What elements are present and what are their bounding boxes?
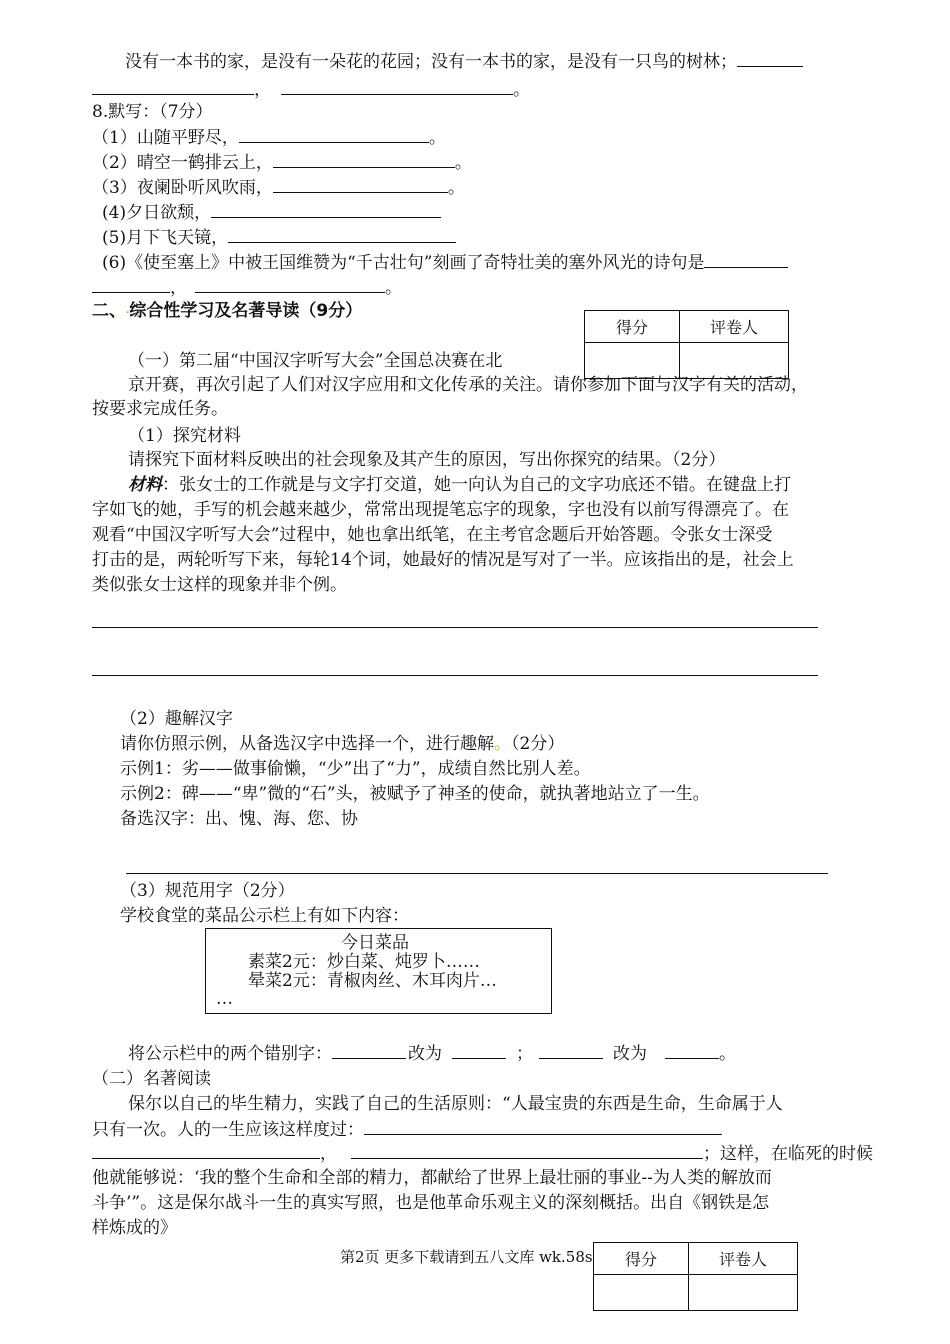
blank[interactable] xyxy=(92,78,254,95)
answer-line[interactable] xyxy=(92,627,818,628)
blank[interactable] xyxy=(737,50,803,67)
notice-title: 今日菜品 xyxy=(341,933,409,953)
material-line-1: 材料：张女士的工作就是与文字打交道，她一向认为自己的文字功底还不错。在键盘上打 xyxy=(128,475,791,495)
q8-item-5: (5)月下飞天镜， xyxy=(102,226,456,249)
score-table xyxy=(584,310,789,379)
sub-3-title: （3）规范用字（2分） xyxy=(120,881,295,901)
grader-header: 评卷人 xyxy=(680,311,789,343)
intro-line-2: ， 。 xyxy=(92,78,530,101)
novel-line-5: 斗争’”。这是保尔战斗一生的真实写照，也是他革命乐观主义的深刻概括。出自《钢铁是怎 xyxy=(92,1193,770,1213)
stray-mark: . xyxy=(126,306,130,316)
blank[interactable] xyxy=(211,201,441,218)
blank[interactable] xyxy=(273,176,448,193)
blank[interactable] xyxy=(332,1042,406,1059)
notice-line-1: 素菜2元：炒白菜、炖罗卜…… xyxy=(248,952,480,972)
blank[interactable] xyxy=(452,1042,506,1059)
q8-item-6-cont: ， 。 xyxy=(92,276,402,299)
blank[interactable] xyxy=(704,251,788,268)
q8-item-1: （1）山随平野尽， 。 xyxy=(92,128,446,148)
intro-line: 没有一本书的家，是没有一朵花的花园；没有一本书的家，是没有一只鸟的树林； xyxy=(125,50,803,73)
novel-line-1: 保尔以自己的毕生精力，实践了自己的生活原则：“人最宝贵的东西是生命，生命属于人 xyxy=(128,1094,783,1114)
page-footer: 第2页 更多下载请到五八文库 wk.58s xyxy=(340,1248,593,1266)
notice-line-3: … xyxy=(216,989,233,1009)
blank[interactable] xyxy=(364,1118,722,1135)
blank[interactable] xyxy=(351,1142,703,1159)
candidate-chars: 备选汉字：出、愧、海、您、协 xyxy=(120,809,358,829)
q8-item-4: (4)夕日欲颓， xyxy=(102,201,441,224)
answer-line[interactable] xyxy=(92,675,818,676)
score-table xyxy=(593,1242,798,1311)
score-cell[interactable] xyxy=(594,1275,689,1311)
part-1-intro-3: 按要求完成任务。 xyxy=(92,399,228,419)
sub-3-requirement: 学校食堂的菜品公示栏上有如下内容： xyxy=(120,906,409,926)
blank[interactable] xyxy=(281,78,513,95)
example-1: 示例1：劣——做事偷懒，“少”出了“力”，成绩自然比别人差。 xyxy=(120,759,591,779)
section-2-heading: 二、.综合性学习及名著导读（9分） xyxy=(92,301,363,321)
blank[interactable] xyxy=(665,1042,719,1059)
blank[interactable] xyxy=(228,226,456,243)
blank[interactable] xyxy=(539,1042,603,1059)
grader-cell[interactable] xyxy=(689,1275,798,1311)
score-header: 得分 xyxy=(585,311,680,343)
novel-line-4: 他就能够说：‘我的整个生命和全部的精力，都献给了世界上最壮丽的事业--为人类的解放而 xyxy=(92,1168,772,1188)
menu-notice-board xyxy=(205,928,552,1014)
material-line-5: 类似张女士这样的现象并非个例。 xyxy=(92,575,347,595)
part-1-intro: （一）第二届“中国汉字听写大会”全国总决赛在北 xyxy=(128,351,503,371)
q8-item-6: (6)《使至塞上》中被王国维赞为“千古壮句”刻画了奇特壮美的塞外风光的诗句是 xyxy=(102,251,788,274)
score-header: 得分 xyxy=(594,1243,689,1275)
blank[interactable] xyxy=(195,276,385,293)
sub-2-title: （2）趣解汉字 xyxy=(120,709,233,729)
part-1-intro-2: 京开赛，再次引起了人们对汉字应用和文化传承的关注。请你参加下面与汉字有关的活动， xyxy=(128,375,808,395)
example-2: 示例2：碑——“卑”微的“石”头，被赋予了神圣的使命，就执著地站立了一生。 xyxy=(120,784,710,804)
material-line-2: 字如飞的她，手写的机会越来越少，常常出现提笔忘字的现象，字也没有以前写得漂亮了。在 xyxy=(92,500,789,520)
q8-item-2: （2）晴空一鹤排云上， 。 xyxy=(92,153,472,173)
notice-line-2: 晕菜2元：青椒肉丝、木耳肉片… xyxy=(248,971,497,991)
blank[interactable] xyxy=(239,126,429,143)
answer-line[interactable] xyxy=(126,873,828,874)
blank[interactable] xyxy=(92,1142,320,1159)
sub-1-requirement: 请探究下面材料反映出的社会现象及其产生的原因，写出你探究的结果。（2分） xyxy=(128,450,726,470)
sub-2-requirement: 请你仿照示例，从备选汉字中选择一个，进行趣解。（2分） xyxy=(120,734,565,754)
material-line-4: 打击的是，两轮听写下来，每轮14个词，她最好的情况是写对了一半。应该指出的是，社会上 xyxy=(92,550,794,570)
q8-item-3: （3）夜阑卧听风吹雨， 。 xyxy=(92,178,465,198)
novel-line-3: ， ；这样，在临死的时候 xyxy=(92,1142,873,1165)
blank[interactable] xyxy=(273,151,455,168)
material-line-3: 观看“中国汉字听写大会”过程中，她也拿出纸笔，在主考官念题后开始答题。令张女士深受 xyxy=(92,525,773,545)
novel-line-6: 样炼成的》 xyxy=(92,1218,177,1238)
q8-title: 8.默写：（7分） xyxy=(92,102,213,122)
part-2-title: （二）名著阅读 xyxy=(92,1069,211,1089)
grader-header: 评卷人 xyxy=(689,1243,798,1275)
novel-line-2: 只有一次。人的一生应该这样度过： xyxy=(92,1118,722,1141)
blank[interactable] xyxy=(92,276,170,293)
sub-1-title: （1）探究材料 xyxy=(128,426,241,446)
fix-typos-line: 将公示栏中的两个错别字： 改为 ； 改为 。 xyxy=(128,1044,736,1064)
